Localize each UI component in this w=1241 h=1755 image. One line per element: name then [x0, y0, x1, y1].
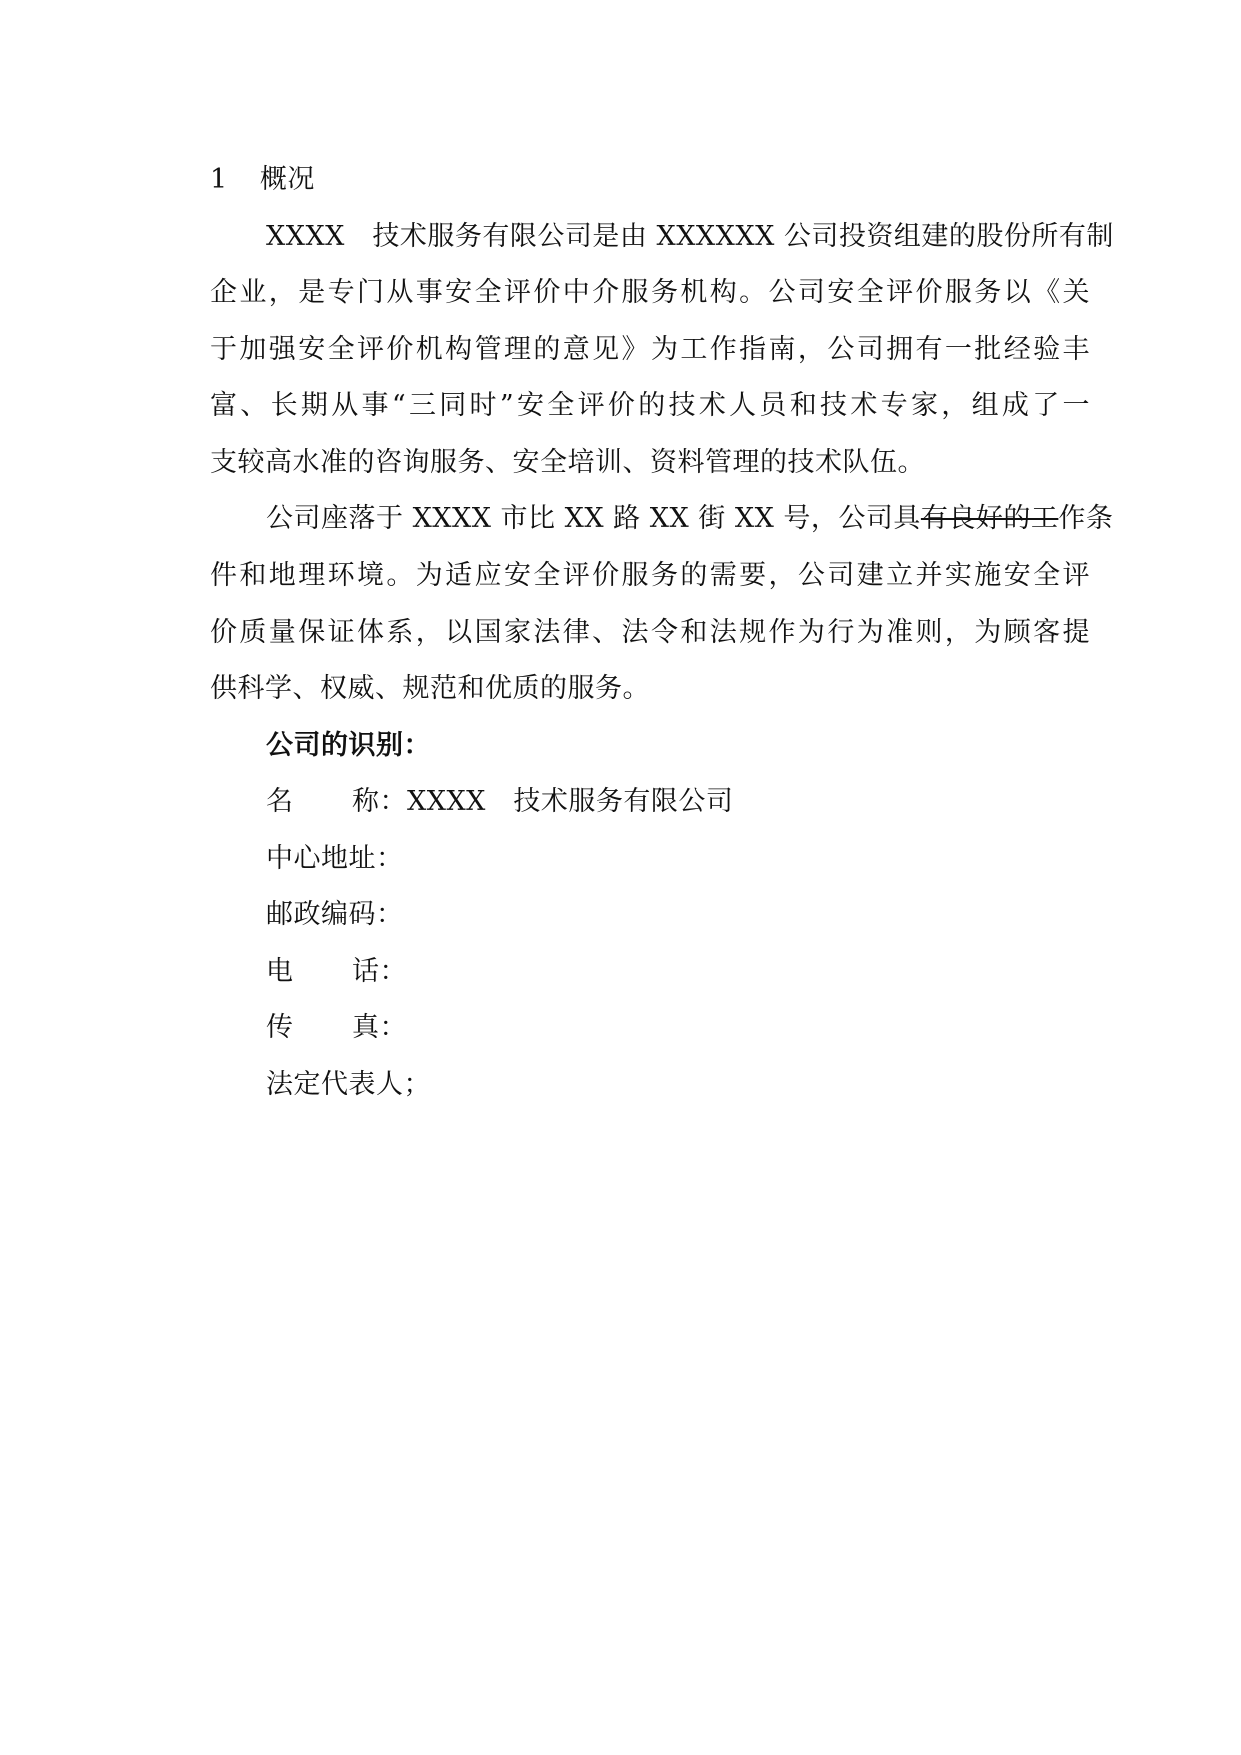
paragraph1-line3: 于加强安全评价机构管理的意见》为工作指南，公司拥有一批经验丰	[210, 334, 1090, 365]
fax-label-char1: 传	[266, 1012, 294, 1043]
fax-row	[266, 1008, 407, 1048]
paragraph1-line1: XXXX 技术服务有限公司是由 XXXXXX 公司投资组建的股份所有制	[266, 221, 1114, 252]
paragraph2-line4: 供科学、权威、规范和优质的服务。	[210, 673, 650, 704]
paragraph1-line4: 富、长期从事“三同时”安全评价的技术人员和技术专家，组成了一	[210, 390, 1090, 421]
phone-label-char1: 电	[266, 956, 294, 987]
paragraph2-line3: 价质量保证体系，以国家法律、法令和法规作为行为准则，为顾客提	[210, 617, 1090, 648]
identification-heading: 公司的识别：	[266, 730, 431, 761]
strikethrough-text: 有良好的工	[920, 503, 1059, 534]
name-label-char2: 称：	[352, 786, 407, 817]
legal-representative-label: 法定代表人；	[266, 1069, 431, 1100]
name-label-char1: 名	[266, 786, 294, 817]
paragraph1-line5: 支较高水准的咨询服务、安全培训、资料管理的技术队伍。	[210, 447, 925, 478]
company-name-row	[266, 782, 733, 822]
paragraph2-line1-text: 公司座落于 XXXX 市比 XX 路 XX 街 XX 号，公司具	[266, 503, 921, 534]
postcode-label: 邮政编码：	[266, 899, 404, 930]
section-title: 概况	[259, 164, 315, 195]
section-heading	[210, 160, 315, 200]
phone-label-char2: 话：	[352, 956, 407, 987]
paragraph2-line1-end: 作条	[1058, 503, 1114, 534]
company-name-value: XXXX 技术服务有限公司	[407, 786, 734, 817]
paragraph2-line1	[266, 499, 1114, 539]
section-number: 1	[210, 164, 228, 195]
paragraph2-line2: 件和地理环境。为适应安全评价服务的需要，公司建立并实施安全评	[210, 560, 1090, 591]
paragraph1-line2: 企业，是专门从事安全评价中介服务机构。公司安全评价服务以《关	[210, 277, 1090, 308]
address-label: 中心地址：	[266, 843, 404, 874]
phone-row	[266, 952, 407, 992]
fax-label-char2: 真：	[352, 1012, 407, 1043]
